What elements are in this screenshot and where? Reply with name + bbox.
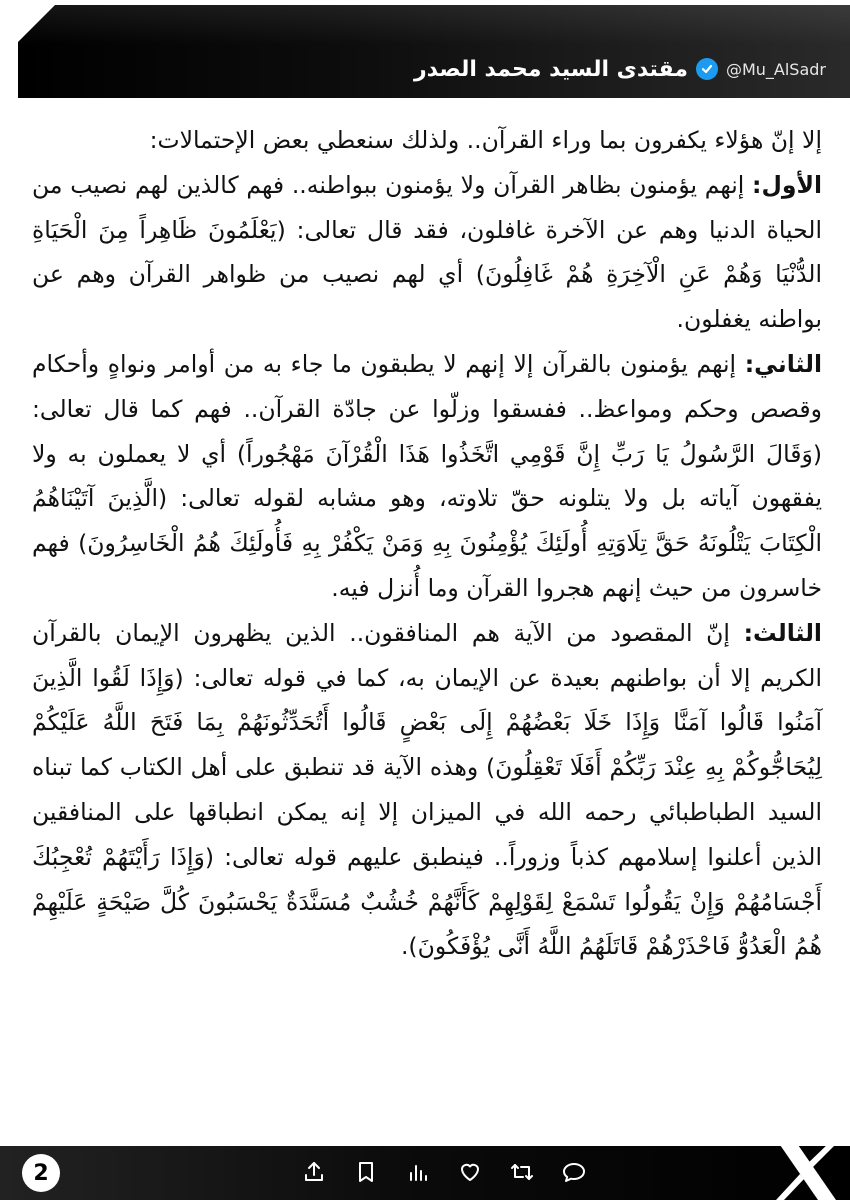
page-number-badge: 2	[22, 1154, 60, 1192]
views-icon[interactable]	[404, 1158, 432, 1186]
repost-icon[interactable]	[508, 1158, 536, 1186]
author-info[interactable]	[414, 50, 826, 88]
first-text: إنهم يؤمنون بظاهر القرآن ولا يؤمنون ببواطنه.. فهم كالذين لهم نصيب من الحياة الدنيا وهم عن الآخرة غافلون، فقد قال تعالى: (يَعْلَمُونَ ظَاهِراً مِنَ الْحَيَاةِ الدُّنْيَا وَهُمْ عَنِ الْآخِرَةِ هُمْ غَافِلُونَ) أي لهم نصيب من ظواهر القرآن وهم عن بواطنه يغفلون.	[32, 170, 822, 334]
third-text: إنّ المقصود من الآية هم المنافقون.. الذين يظهرون الإيمان بالقرآن الكريم إلا أن بواطنهم بعيدة عن الإيمان به، كما في قوله تعالى: (وَإِذَا لَقُوا الَّذِينَ آمَنُوا قَالُوا آمَنَّا وَإِذَا خَلَا بَعْضُهُمْ إِلَى بَعْضٍ قَالُوا أَتُحَدِّثُونَهُمْ بِمَا فَتَحَ اللَّهُ عَلَيْكُمْ لِيُحَاجُّوكُمْ بِهِ عِنْدَ رَبِّكُمْ أَفَلَا تَعْقِلُونَ) وهذه الآية قد تنطبق على أهل الكتاب كما تبناه السيد الطباطبائي رحمه الله في الميزان إلا إنه يمكن انطباقها على المنافقين الذين أعلنوا إسلامهم كذباً وزوراً.. فينطبق عليهم قوله تعالى: (وَإِذَا رَأَيْتَهُمْ تُعْجِبُكَ أَجْسَامُهُمْ وَإِنْ يَقُولُوا تَسْمَعْ لِقَوْلِهِمْ كَأَنَّهُمْ خُشُبٌ مُسَنَّدَةٌ يَحْسَبُونَ كُلَّ صَيْحَةٍ عَلَيْهِمْ هُمُ الْعَدُوُّ فَاحْذَرْهُمْ قَاتَلَهُمُ اللَّهُ أَنَّى يُؤْفَكُونَ).	[32, 618, 822, 961]
share-icon[interactable]	[300, 1158, 328, 1186]
second-text: إنهم يؤمنون بالقرآن إلا إنهم لا يطبقون ما جاء به من أوامر ونواهٍ وأحكام وقصص وحكم ومواعظ.. ففسقوا وزلّوا عن جادّة القرآن.. فهم كما قال تعالى: (وَقَالَ الرَّسُولُ يَا رَبِّ إِنَّ قَوْمِي اتَّخَذُوا هَذَا الْقُرْآنَ مَهْجُوراً) أي لا يعملون به ولا يفقهون آياته بل ولا يتلونه حقّ تلاوته، وهو مشابه لقوله تعالى: (الَّذِينَ آتَيْنَاهُمُ الْكِتَابَ يَتْلُونَهُ حَقَّ تِلَاوَتِهِ أُولَئِكَ يُؤْمِنُونَ بِهِ وَمَنْ يَكْفُرْ بِهِ فَأُولَئِكَ هُمُ الْخَاسِرُونَ) فهم خاسرون من حيث إنهم هجروا القرآن وما أُنزل فيه.	[32, 349, 822, 602]
post-header	[0, 0, 850, 103]
x-logo	[772, 1142, 842, 1200]
bookmark-icon[interactable]	[352, 1158, 380, 1186]
intro-paragraph	[32, 118, 822, 163]
like-icon[interactable]	[456, 1158, 484, 1186]
action-bar	[300, 1156, 588, 1188]
third-label: الثالث:	[743, 618, 822, 647]
second-label: الثاني:	[744, 349, 822, 378]
first-paragraph	[32, 163, 822, 342]
post-footer	[0, 1142, 850, 1200]
first-label: الأول:	[752, 170, 822, 199]
intro-text: إلا إنّ هؤلاء يكفرون بما وراء القرآن.. ولذلك سنعطي بعض الإحتمالات:	[149, 126, 822, 154]
author-handle[interactable]: @Mu_AlSadr	[725, 59, 826, 79]
second-paragraph	[32, 342, 822, 611]
post-body	[32, 118, 822, 969]
author-name[interactable]: مقتدى السيد محمد الصدر	[414, 56, 688, 82]
verified-badge-icon	[696, 58, 718, 80]
third-paragraph	[32, 611, 822, 969]
reply-icon[interactable]	[560, 1158, 588, 1186]
